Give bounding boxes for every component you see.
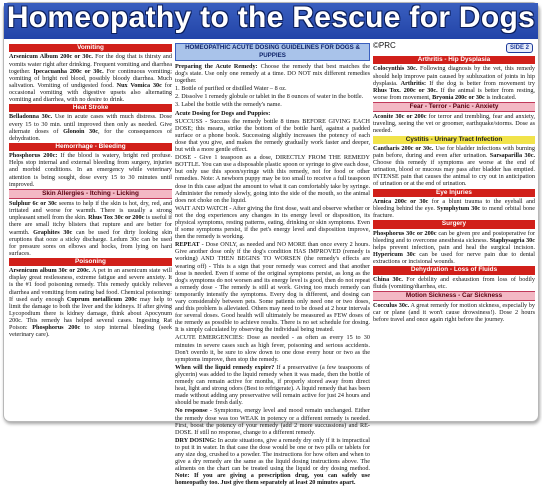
side-badge: SIDE 2 <box>506 43 533 53</box>
section-heading-eye-injuries: Eye Injuries <box>373 189 535 197</box>
copyright-mark: ©PRC <box>373 41 396 50</box>
surgery-text: Phosphorus 30c or 200c can be given pre and postoperative for bleeding and to overcome anesthesia sickness. Staphysagria 30c helps prevent infection, pain and heal the surgical incision. Hypericum 30c can be used for nerve pain due to dental extractions or incisional wounds. <box>373 229 536 265</box>
section-heading-dehydration: Dehydration - Loss of Fluids <box>373 266 535 274</box>
remedy-chart-card <box>3 1 539 486</box>
dose-text: DOSE - Give 1 teaspoon as a dose, DIRECTLY FROM THE REMEDY BOTTLE. You can use a disposable plastic spoon or syringe to give each dose, but only use this spoon/syringe with this remedy, not for food or other remedies. Note: A newborn puppy may be too small to receive a full teaspoon dose in this case adjust the amount to what it can comfortably take by syringe. Administer the remedy slowly, going into the side of the mouth, so the animal does not choke on the liquid. <box>175 154 370 204</box>
prep-step-1: 1. Bottle of purified or distilled Water – 8 oz. <box>175 85 287 93</box>
skin-allergies-text: Sulphur 6c or 30c seems to help if the skin is hot, dry, red, and irritated and worse for warmth. There is usually a strong unpleasant smell from the skin. Rhus Tox 30c or 200c is useful if there are small itchy blisters that rupture and are better for warmth. Graphites 30c can be used for dirty looking skin eruptions that ooze a sticky discharge. Ledum 30c can be used for pressure sores on elbows and hocks, from lying on hard surfaces. <box>9 200 173 257</box>
section-heading-hemorrhage: Hemorrhage - Bleeding <box>9 143 172 151</box>
fear-text: Aconite 30c or 200c for terror and trembling, fear and anxiety, traveling, seeing the vet or groomer, earthquake/storms. Dose as needed. <box>373 113 535 135</box>
section-heading-skin-allergies: Skin Allergies - Itching - Licking <box>9 189 172 199</box>
section-heading-poisoning: Poisoning <box>9 258 172 266</box>
section-heading-arthritis: Arthritis - Hip Dysplasia <box>373 56 535 64</box>
prep-step-2: 2. Dissolve 1 remedy globule or tablet in the 8 ounces of water in the bottle. <box>175 93 364 101</box>
preparing-remedy-text: Preparing the Acute Remedy: Choose the remedy that best matches the dog's state. Use only one remedy at a time. DO NOT mix different remedies together. <box>175 63 370 85</box>
section-heading-motion-sickness: Motion Sickness - Car Sickness <box>373 291 535 301</box>
wait-and-watch-text: WAIT AND WATCH - After giving the first dose, wait and observe whether or not the dog experiences any changes in its energy level or disposition, its physical symptoms, resting patterns, eating, drinking or skin symptoms. Even if some symptoms persist, if the pet's energy level and disposition improve, then the remedy is working. <box>175 204 370 241</box>
motion-sickness-text: Cocculus 30c. A great remedy for motion sickness, especially by car or plane (and it won't cause drowsiness!). Dose 2 hours before travel and once again right before the journey. <box>373 302 535 324</box>
vomiting-text: Arsenicum Album 200c or 30c. For the dog that is thirsty and vomits water right after drinking. Frequent vomiting and diarrhea together. Ipecacuanha 200c or 30c. For continuous vomiting; vomiting of bright red blood, possibly bloody diarrhea. Much salivation. Vomiting of undigested food. Nux Vomica 30c for occasional vomiting with digestive upsets also alternating vomiting and diarrhea, with no desire to drink. <box>9 53 172 103</box>
acute-emergencies-text: ACUTE EMERGENCIES: Dose as needed - as often as every 15 to 30 minutes in severe cases such as high fever, poisoning and serious accidents. Don't overdo it, be sure to slow down to one dose every hour or two as the symptoms improve, then stop the remedy. <box>175 334 370 363</box>
heat-stroke-text: Belladonna 30c. Use in acute cases with much distress. Dose every 15 to 30 min. until improved then only as needed. Give alternate doses of Glonoin 30c, for the consequences of dehydration. <box>9 113 173 142</box>
section-heading-surgery: Surgery <box>373 220 535 228</box>
cystitis-text: Cantharis 200c or 30c. Use for bladder infections with burning pain before, during and even after urination. Sarsaparilla 30c. Choose this remedy if symptoms are worse at the end of urination, blood or mucous may pass after bladder has emptied. INTENSE pain that causes the animal to cry out in anticipation of urination or at the end of urination. <box>373 144 535 188</box>
section-heading-heat-stroke: Heat Stroke <box>9 104 172 112</box>
left-column <box>9 43 172 417</box>
hemorrhage-text: Phosphorus 200c: If the blood is watery, bright red profuse. Helps stop internal and external bleeding from surgery, injuries and morbid conditions. In an emergency while veterinary attention is being sought, dose every 15 to 30 minutes until improved. <box>9 152 172 188</box>
dehydration-text: China 30c. For debility and exhaustion from loss of bodily fluids (vomiting/diarrhea, etc. <box>373 275 535 290</box>
section-heading-fear: Fear - Terror - Panic - Anxiety <box>373 102 535 112</box>
section-heading-vomiting: Vomiting <box>9 44 172 52</box>
page-title: Homeopathy to the Rescue for Dogs <box>6 1 536 34</box>
poisoning-text: Arsenicum album 30c or 200c. A pet in an arsenicum state will display great restlessness, extreme fatigue and severe anxiety. It is the #1 food poisoning remedy. This remedy quickly relieves diarrhea and vomiting from eating bad food. Chemical poisoning: If used early enough Cuprum metallicum 200c may help to limit the damage to both the liver and the kidneys. If after giving Lycopodium there is kidney damage, think about Apocynum 200c. This remedy has helped several cases. Ingesting Rat Poison: Phosphorus 200c to stop internal bleeding (seek veterinary care). <box>9 267 173 339</box>
arthritis-text: Colocynthis 30c. Following diagnosis by the vet, this remedy should help improve pain caused by subluxation of joints in hip dysplasia. Arthritis: If the dog is better from movement try Rhus Tox. 200c or 30c. If the animal is better from resting, worse from movement, Bryonia 200c or 30c is indicated. <box>373 65 535 101</box>
repeat-text: REPEAT - Dose ONLY, as needed and NO MORE than once every 2 hours. Give another dose only if the dog's condition HAS IMPROVED (remedy is working) AND THEN BEGINS TO WORSEN (the remedy's effects are wearing off) - This is a sign that your remedy was correct and that another dose is needed. Even if some of the original symptoms persist, as long as the dog's symptoms do not worsen and its energy level is good, then do not repeat a remedy dose - The remedy is still at work. Giving too much remedy can temporarily intensify the symptoms. Every dog is different, and dosing can vary considerably between pets. Some patients only need one or two doses, and this problem is alleviated. Others may need to be dosed at 2 hour intervals for several doses. Good health will ultimately be measured as FEW doses of the remedy as possible to achieve results. There is no set schedule for dosing. It is simply calculated by observing the individual being treated. <box>175 241 370 334</box>
eye-injuries-text: Arnica 200c or 30c for a blunt trauma to the eyeball and bleeding behind the eye. Symphytum 30c to mend orbital bone fracture. <box>373 197 536 220</box>
acute-dosing-heading: Acute Dosing for Dogs and Puppies: <box>175 109 271 117</box>
center-column <box>175 43 370 486</box>
section-heading-cystitis: Cystitis - Urinary Tract Infection <box>373 136 535 144</box>
expiry-text: When will the liquid remedy expire? If a preservative (a few teaspoons of glycerin) was added to the liquid remedy when it was made, then the bottle of remedy can remain active for months, if properly stored away from direct heat, light and strong odors (Best to refrigerate). A liquid remedy that has been made without adding any preservative will remain active for just 24 hours and should be made fresh daily. <box>175 363 370 407</box>
prep-step-3: 3. Label the bottle with the remedy's name. <box>175 101 282 109</box>
right-column <box>373 43 535 417</box>
title-banner <box>4 3 538 39</box>
dosing-guidelines-heading: HOMEOPATHIC ACUTE DOSING GUIDELINES FOR DOGS & PUPPIES <box>175 43 370 61</box>
publisher-row <box>373 43 535 55</box>
no-response-text: No response - Symptoms, energy level and mood remain unchanged. Either the remedy dose was too WEAK in potency or a different remedy is needed. First, boost the potency of your remedy (add 2 more succussions) and RE-DOSE. If still no response, change to a different remedy. <box>175 407 370 436</box>
succuss-text: SUCCUSS - Succuss the remedy bottle 8 times BEFORE GIVING EACH DOSE; this means, strike the bottom of the bottle hard, against a padded surface or a phone book. Successing slightly increases the potency of each dose that you give, and makes the remedy gradually work faster and deeper, but with a more gentle effect. <box>175 117 370 154</box>
dry-dosing-text: DRY DOSING: In acute situations, give a remedy dry only if it is impractical to put it in water. In that case the dose would be one or two pills or tablets for any size dog, crushed to a powder. The instructions for how often and when to give a dry remedy are the same as the liquid dosing instructions above. The ailments on the chart can be treated using the liquid or dry dosing method. Note: If you are giving a prescription drug, you can safely use homeopathy too. Just give them separately at least 20 minutes apart. <box>175 436 370 486</box>
